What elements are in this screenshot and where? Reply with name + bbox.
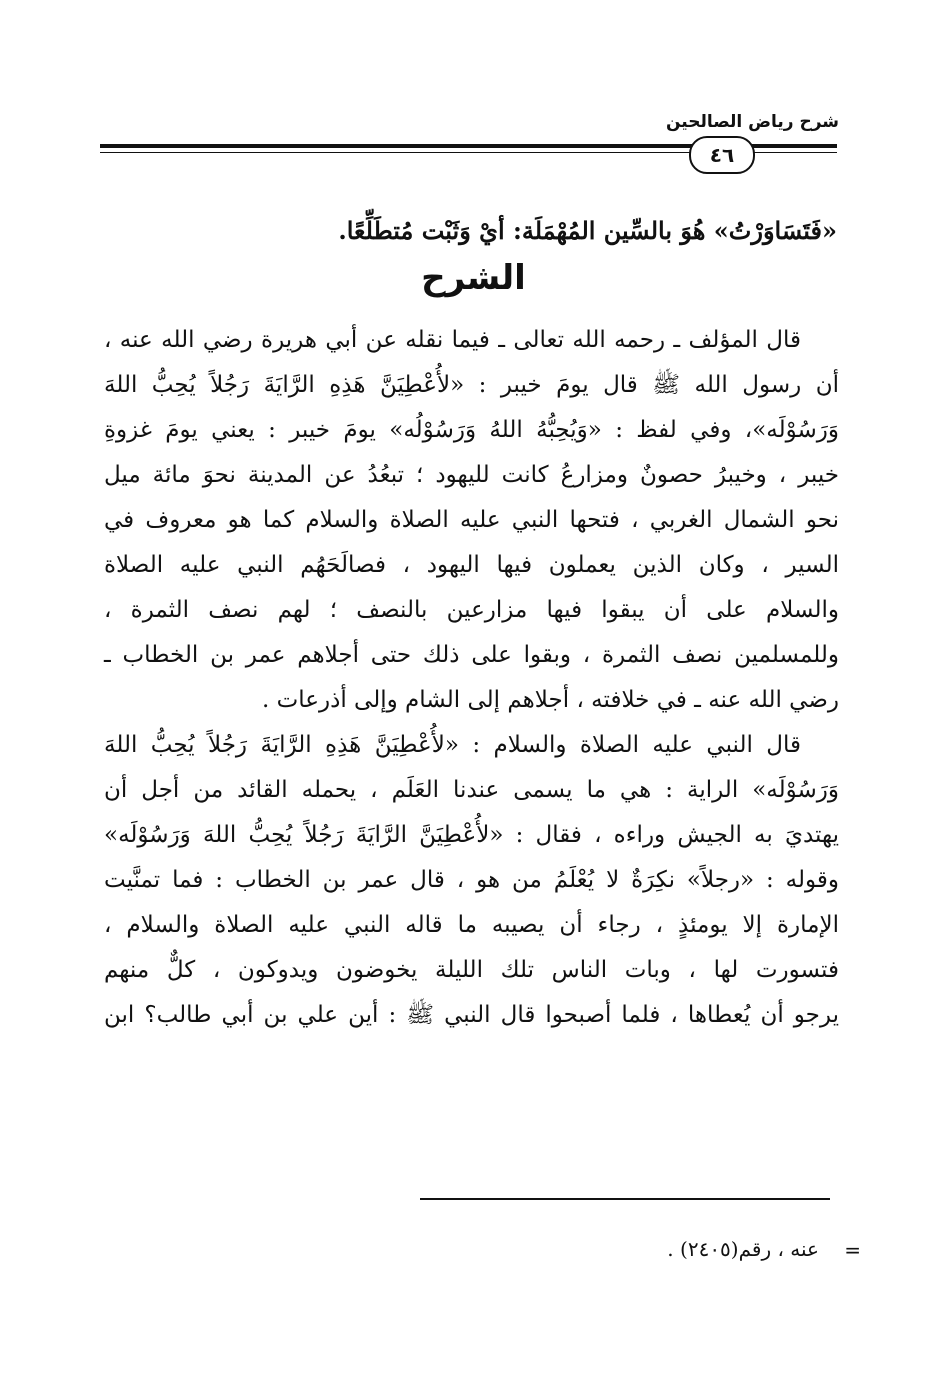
- footnote-continuation-marker: =: [844, 1238, 861, 1262]
- text-line: وقوله : «رجلاً» نكِرَةٌ لا يُعْلَمُ من هو ، قال عمر بن الخطاب : فما تمنَّيت: [104, 867, 839, 893]
- running-header-title: شرح رياض الصالحين: [665, 112, 839, 132]
- text-line: يرجو أن يُعطاها ، فلما أصبحوا قال النبي ﷺ : أين علي بن أبي طالب؟ ابن: [104, 1002, 839, 1028]
- text-line: الإمارة إلا يومئذٍ ، رجاء أن يصيبه ما قاله النبي عليه الصلاة والسلام ،: [104, 912, 839, 938]
- page-number-badge: [689, 136, 755, 174]
- text-line: السير ، وكان الذين يعملون فيها اليهود ، فصالَحَهُم النبي عليه الصلاة: [104, 552, 839, 578]
- text-line: وللمسلمين نصف الثمرة ، وبقوا على ذلك حتى أجلاهم عمر بن الخطاب ـ: [104, 642, 839, 668]
- text-line: والسلام على أن يبقوا فيها مزارعين بالنصف ؛ لهم نصف الثمرة ،: [104, 597, 839, 623]
- text-line: رضي الله عنه ـ في خلافته ، أجلاهم إلى الشام وإلى أذرعات .: [261, 687, 839, 713]
- text-line: وَرَسُوْلَه»، وفي لفظ : «وَيُحِبُّهُ اللهُ وَرَسُوْلُه» يومَ خيبر : يعني يومَ غزوةِ: [104, 417, 839, 443]
- intro-gloss: «فَتَسَاوَرْتُ» هُوَ بالسِّين المُهْمَلَة: أيْ وَثَبْت مُتطَلِّعًا.: [338, 216, 837, 245]
- text-line: فتسورت لها ، وبات الناس تلك الليلة يخوضون ويدوكون ، كلٌّ منهم: [104, 957, 839, 983]
- footnote-text: عنه ، رقم(٢٤٠٥) .: [667, 1237, 819, 1261]
- page-number: ٤٦: [709, 143, 735, 167]
- section-heading: الشرح: [421, 258, 526, 298]
- text-line: قال النبي عليه الصلاة والسلام : «لأُعْطِيَنَّ هَذِهِ الرَّايَةَ رَجُلاً يُحِبُّ اللهَ: [104, 732, 801, 758]
- text-line: قال المؤلف ـ رحمه الله تعالى ـ فيما نقله عن أبي هريرة رضي الله عنه ،: [104, 327, 801, 353]
- text-line: يهتديَ به الجيش وراءه ، فقال : «لأُعْطِيَنَّ الرَّايَةَ رَجُلاً يُحِبُّ اللهَ وَرَسُوْلَه»: [104, 822, 839, 848]
- commentary-body: [104, 318, 839, 1038]
- text-line: نحو الشمال الغربي ، فتحها النبي عليه الصلاة والسلام كما هو معروف في: [104, 507, 839, 533]
- text-line: أن رسول الله ﷺ قال يومَ خيبر : «لأُعْطِيَنَّ هَذِهِ الرَّايَةَ رَجُلاً يُحِبُّ اللهَ: [104, 372, 839, 398]
- text-line: وَرَسُوْلَه» الراية : هي ما يسمى عندنا العَلَم ، يحمله القائد من أجل أن: [104, 777, 839, 803]
- footnote-separator: [420, 1198, 830, 1200]
- text-line: خيبر ، وخيبرُ حصونٌ ومزارعُ كانت لليهود ؛ تبعُدُ عن المدينة نحوَ مائة ميل: [104, 462, 839, 488]
